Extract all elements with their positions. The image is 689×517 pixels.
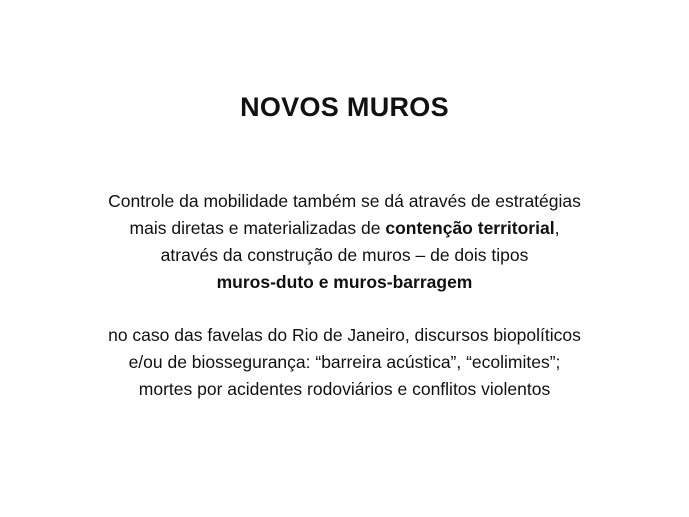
paragraph-line: Controle da mobilidade também se dá através de estratégias xyxy=(108,191,581,211)
paragraph-line: no caso das favelas do Rio de Janeiro, discursos biopolíticos xyxy=(108,325,581,345)
paragraph-mobility-control xyxy=(0,188,689,296)
slide-title: NOVOS MUROS xyxy=(240,92,449,122)
paragraph-line: e/ou de biossegurança: “barreira acústica”, “ecolimites”; xyxy=(128,352,561,372)
emphasis-wall-types: muros-duto e muros-barragem xyxy=(216,272,473,292)
paragraph-line: mortes por acidentes rodoviários e conflitos violentos xyxy=(138,379,551,399)
text-segment: mais diretas e materializadas de xyxy=(129,218,386,238)
paragraph-line: através da construção de muros – de dois tipos xyxy=(160,245,529,265)
emphasis-contencao-territorial: contenção territorial xyxy=(385,218,555,238)
paragraph-line xyxy=(0,215,689,242)
text-segment: , xyxy=(554,218,560,238)
paragraph-favelas xyxy=(0,322,689,403)
